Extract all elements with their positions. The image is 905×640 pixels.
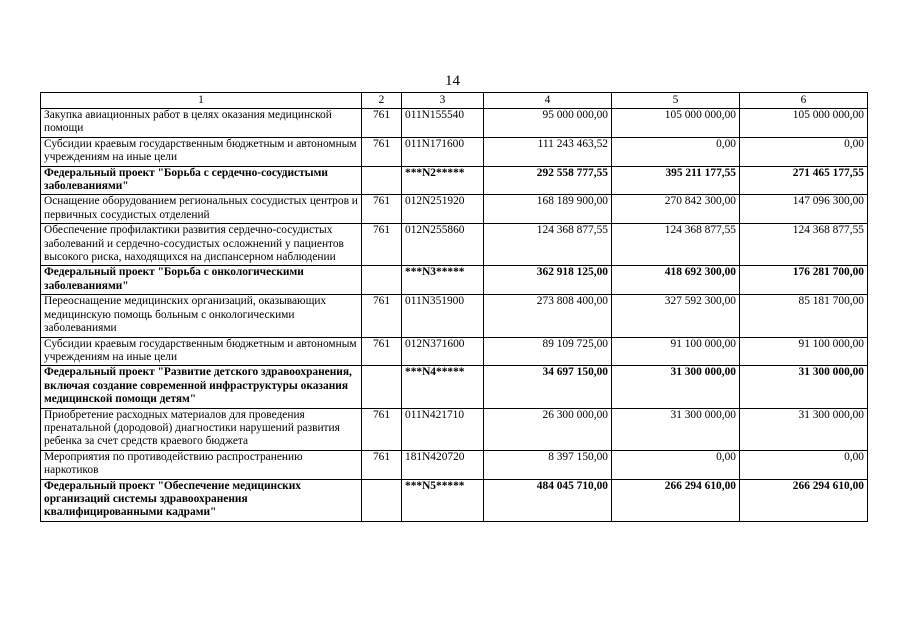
budget-table xyxy=(40,92,868,522)
row-department-cell xyxy=(362,479,402,521)
row-target-code-cell: 012N251920 xyxy=(402,195,484,224)
row-amount-1-cell: 273 808 400,00 xyxy=(484,295,612,337)
row-amount-1-cell: 8 397 150,00 xyxy=(484,450,612,479)
row-amount-1-cell: 292 558 777,55 xyxy=(484,166,612,195)
table-row xyxy=(41,195,868,224)
column-header-amount-2: 5 xyxy=(612,93,740,109)
row-department-cell xyxy=(362,366,402,408)
row-amount-2-cell: 105 000 000,00 xyxy=(612,109,740,138)
row-name-cell: Федеральный проект "Борьба с сердечно-сосудистыми заболеваниями" xyxy=(41,166,362,195)
row-department-cell: 761 xyxy=(362,337,402,366)
row-name-cell: Субсидии краевым государственным бюджетным и автономным учреждениям на иные цели xyxy=(41,337,362,366)
row-amount-2-cell: 270 842 300,00 xyxy=(612,195,740,224)
row-name-cell: Федеральный проект "Обеспечение медицинских организаций системы здравоохранения квалифицированными кадрами" xyxy=(41,479,362,521)
row-amount-1-cell: 124 368 877,55 xyxy=(484,224,612,266)
row-department-cell: 761 xyxy=(362,109,402,138)
row-target-code-cell: 012N371600 xyxy=(402,337,484,366)
row-department-cell: 761 xyxy=(362,224,402,266)
row-amount-3-cell: 147 096 300,00 xyxy=(740,195,868,224)
table-row xyxy=(41,408,868,450)
row-amount-1-cell: 95 000 000,00 xyxy=(484,109,612,138)
column-header-name: 1 xyxy=(41,93,362,109)
row-department-cell: 761 xyxy=(362,137,402,166)
row-amount-1-cell: 34 697 150,00 xyxy=(484,366,612,408)
row-amount-2-cell: 0,00 xyxy=(612,137,740,166)
row-name-cell: Субсидии краевым государственным бюджетным и автономным учреждениям на иные цели xyxy=(41,137,362,166)
row-amount-3-cell: 85 181 700,00 xyxy=(740,295,868,337)
row-amount-1-cell: 111 243 463,52 xyxy=(484,137,612,166)
row-amount-3-cell: 105 000 000,00 xyxy=(740,109,868,138)
row-name-cell: Обеспечение профилактики развития сердечно-сосудистых заболеваний и сердечно-сосудистых осложнений у пациентов высокого риска, находящихся на диспансерном наблюдении xyxy=(41,224,362,266)
table-row xyxy=(41,224,868,266)
column-header-target-code: 3 xyxy=(402,93,484,109)
row-amount-3-cell: 0,00 xyxy=(740,450,868,479)
row-amount-3-cell: 271 465 177,55 xyxy=(740,166,868,195)
federal-project-row xyxy=(41,166,868,195)
row-target-code-cell: 011N171600 xyxy=(402,137,484,166)
row-name-cell: Федеральный проект "Борьба с онкологическими заболеваниями" xyxy=(41,266,362,295)
row-target-code-cell: ***N5***** xyxy=(402,479,484,521)
row-amount-3-cell: 124 368 877,55 xyxy=(740,224,868,266)
row-target-code-cell: ***N2***** xyxy=(402,166,484,195)
row-amount-2-cell: 418 692 300,00 xyxy=(612,266,740,295)
row-amount-2-cell: 327 592 300,00 xyxy=(612,295,740,337)
row-target-code-cell: 181N420720 xyxy=(402,450,484,479)
header-row xyxy=(41,93,868,109)
row-amount-2-cell: 266 294 610,00 xyxy=(612,479,740,521)
row-amount-3-cell: 176 281 700,00 xyxy=(740,266,868,295)
row-amount-1-cell: 362 918 125,00 xyxy=(484,266,612,295)
column-header-department: 2 xyxy=(362,93,402,109)
row-amount-2-cell: 0,00 xyxy=(612,450,740,479)
table-row xyxy=(41,450,868,479)
table-row xyxy=(41,137,868,166)
row-target-code-cell: ***N3***** xyxy=(402,266,484,295)
row-amount-3-cell: 31 300 000,00 xyxy=(740,366,868,408)
row-name-cell: Федеральный проект "Развитие детского здравоохранения, включая создание современной инфраструктуры оказания медицинской помощи детям" xyxy=(41,366,362,408)
federal-project-row xyxy=(41,479,868,521)
row-department-cell: 761 xyxy=(362,195,402,224)
row-target-code-cell: 012N255860 xyxy=(402,224,484,266)
row-amount-3-cell: 0,00 xyxy=(740,137,868,166)
row-amount-2-cell: 31 300 000,00 xyxy=(612,366,740,408)
row-amount-2-cell: 395 211 177,55 xyxy=(612,166,740,195)
row-target-code-cell: 011N155540 xyxy=(402,109,484,138)
row-department-cell: 761 xyxy=(362,450,402,479)
row-amount-1-cell: 168 189 900,00 xyxy=(484,195,612,224)
row-target-code-cell: 011N421710 xyxy=(402,408,484,450)
row-amount-1-cell: 26 300 000,00 xyxy=(484,408,612,450)
table-row xyxy=(41,295,868,337)
table-row xyxy=(41,109,868,138)
column-header-amount-1: 4 xyxy=(484,93,612,109)
federal-project-row xyxy=(41,366,868,408)
federal-project-row xyxy=(41,266,868,295)
row-department-cell: 761 xyxy=(362,408,402,450)
row-department-cell xyxy=(362,166,402,195)
row-amount-2-cell: 124 368 877,55 xyxy=(612,224,740,266)
row-name-cell: Оснащение оборудованием региональных сосудистых центров и первичных сосудистых отделений xyxy=(41,195,362,224)
row-name-cell: Закупка авиационных работ в целях оказания медицинской помощи xyxy=(41,109,362,138)
row-name-cell: Мероприятия по противодействию распространению наркотиков xyxy=(41,450,362,479)
row-amount-2-cell: 31 300 000,00 xyxy=(612,408,740,450)
row-target-code-cell: ***N4***** xyxy=(402,366,484,408)
column-header-amount-3: 6 xyxy=(740,93,868,109)
row-amount-3-cell: 91 100 000,00 xyxy=(740,337,868,366)
row-amount-3-cell: 31 300 000,00 xyxy=(740,408,868,450)
row-amount-3-cell: 266 294 610,00 xyxy=(740,479,868,521)
page-number: 14 xyxy=(445,73,460,89)
row-amount-1-cell: 89 109 725,00 xyxy=(484,337,612,366)
row-amount-2-cell: 91 100 000,00 xyxy=(612,337,740,366)
row-name-cell: Переоснащение медицинских организаций, оказывающих медицинскую помощь больным с онкологическими заболеваниями xyxy=(41,295,362,337)
table-row xyxy=(41,337,868,366)
row-amount-1-cell: 484 045 710,00 xyxy=(484,479,612,521)
row-target-code-cell: 011N351900 xyxy=(402,295,484,337)
row-name-cell: Приобретение расходных материалов для проведения пренатальной (дородовой) диагностики нарушений развития ребенка за счет средств краевого бюджета xyxy=(41,408,362,450)
row-department-cell: 761 xyxy=(362,295,402,337)
row-department-cell xyxy=(362,266,402,295)
